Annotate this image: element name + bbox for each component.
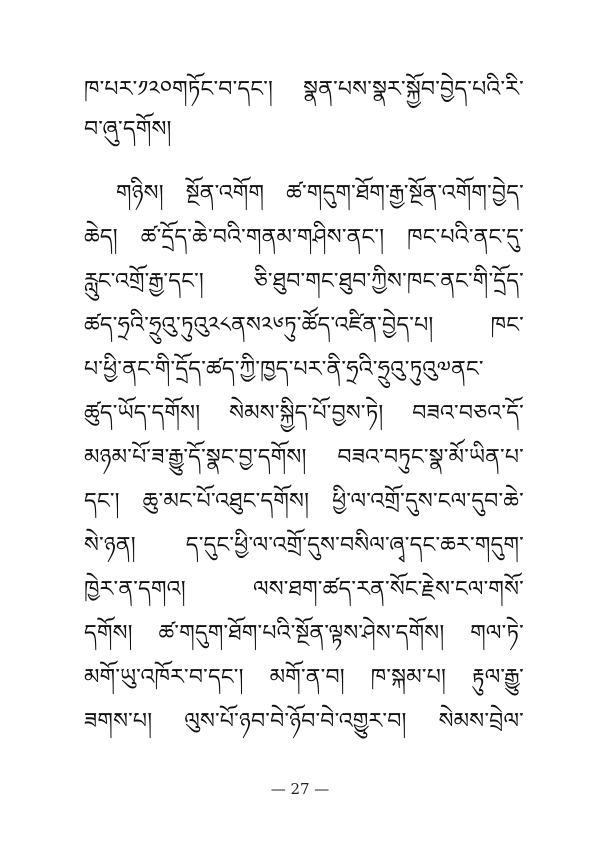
text-line-3: གཉིས། སྔོན་འགོག ཚ་གདུག་ཐོག་རྒྱ་སྔོན་འགོག་བྱེད་: [116, 181, 524, 206]
text-line-11: སེ་ཉན། ད་དུང་ཕྱི་ལ་འགྲོ་དུས་བསིལ་ཞྭ་དང་ཆར་གདུག་: [84, 533, 524, 558]
text-line-6: ཚད་ཧྲའི་ཧྲུའུ་ཏུའུ༢༨ནས༢༦ཏུ་ཚོད་འཛིན་བྱེད་པ། ཁང་: [84, 313, 524, 338]
text-line-4: ཆེད། ཚ་དྲོད་ཆེ་བའི་གནམ་གཤིས་ནང་། ཁང་པའི་ནང་དུ་: [84, 225, 524, 250]
text-line-8: ཚུད་ཡོད་དགོས། སེམས་སྐྱིད་པོ་བྱས་ཏེ། བཟའ་བཅའ་དོ་: [84, 401, 524, 426]
page-number: — 27 —: [270, 780, 330, 798]
text-line-10: དང་། ཆུ་མང་པོ་འཐུང་དགོས། ཕྱི་ལ་འགྲོ་དུས་ངལ་དུབ་ཆེ་: [84, 489, 524, 514]
text-line-9: མཉམ་པོ་ཟ་རྒྱུ་དོ་སྣང་བྱ་དགོས། བཟའ་བཏུང་སྣ་མོ་ཡིན་པ་: [84, 445, 524, 470]
text-line-13: དགོས། ཚ་གདུག་ཐོག་པའི་སྔོན་ལྟས་ཤེས་དགོས། གལ་ཏེ་: [84, 621, 524, 646]
text-line-14: མགོ་ཡུ་འཁོར་བ་དང་། མགོ་ན་བ། ཁ་སྐམ་པ། རྟུལ་རྒྱུ་: [84, 665, 524, 690]
text-line-1: ཁ་པར་༡༢༠གཏོང་བ་དང་། སྣན་པས་སྣར་སྐྱོབ་བྱེད་པའི་རི་: [84, 77, 524, 102]
text-line-15: ཟགས་པ། ལུས་པོ་ཉབ་བེ་ཉོབ་བེ་འགྱུར་བ། སེམས་བྲེལ་: [84, 709, 524, 734]
text-line-12: ཁྱེར་ན་དགའ། ལས་ཐག་ཚད་རན་སོང་རྗེས་ངལ་གསོ་: [84, 577, 524, 602]
text-line-5: རླུང་འགྲོ་རྒྱ་དང་། ཅི་ཐུབ་གང་ཐུབ་ཀྱིས་ཁང་ནང་གི་དྲོད་: [84, 269, 524, 294]
text-line-2: བ་ཞུ་དགོས།: [84, 117, 172, 142]
text-line-7: པ་ཕྱི་ནང་གི་དྲོད་ཚད་ཀྱི་ཁྱད་པར་ནི་ཧྲའི་ཧྲུའུ་ཏུའུ༧ནང་: [84, 357, 484, 382]
